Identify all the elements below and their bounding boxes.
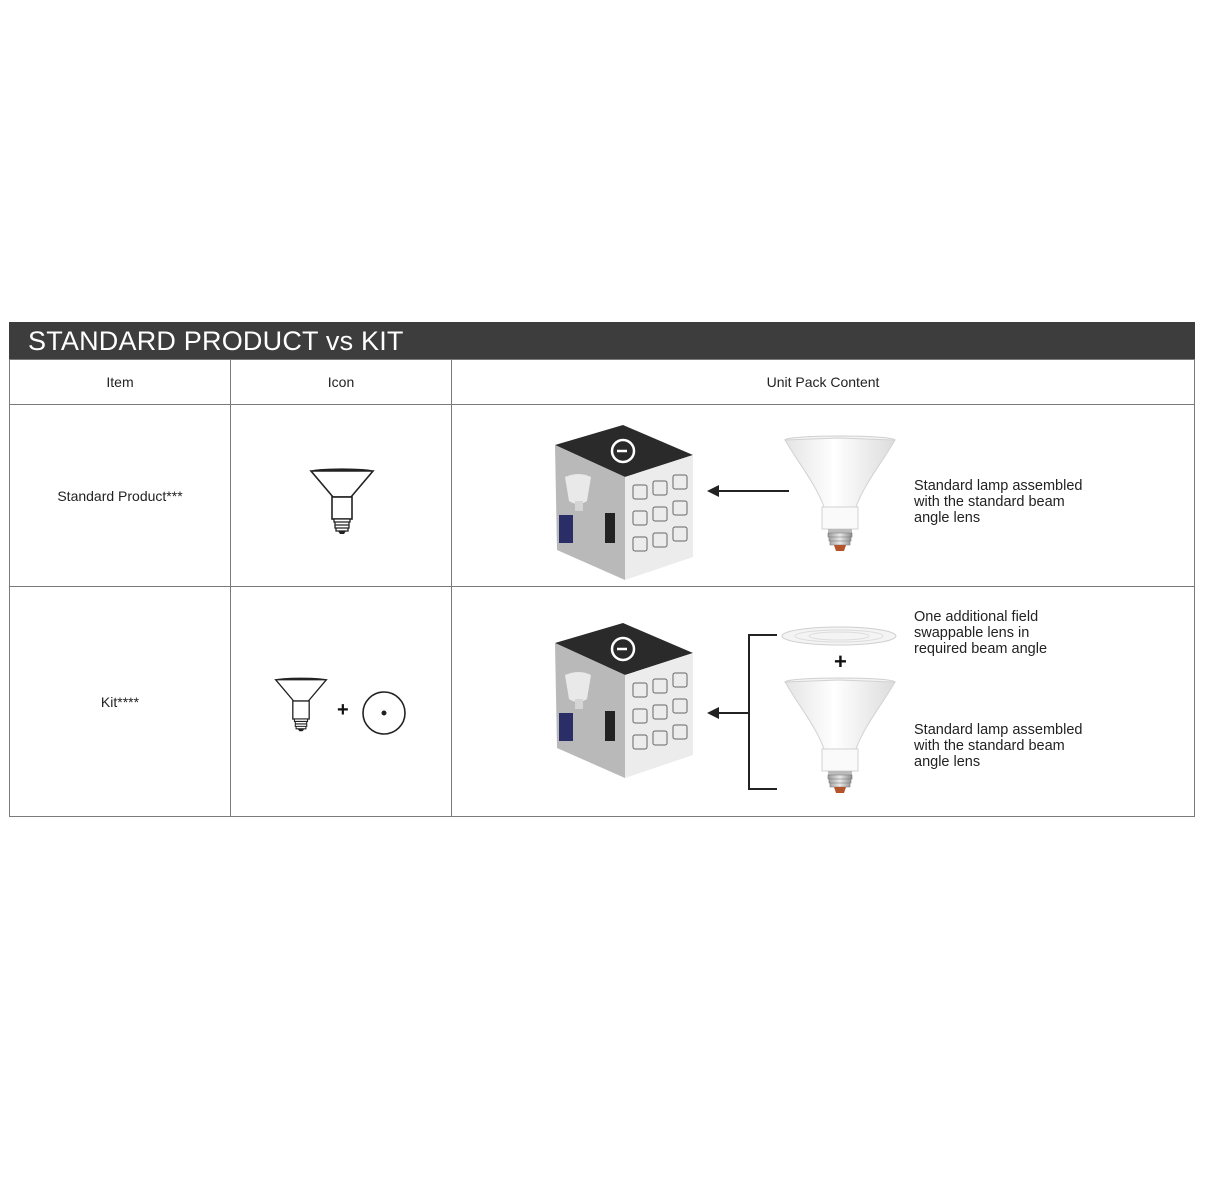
item-standard-product: Standard Product*** [10,405,231,587]
grouping-bracket [746,633,780,793]
par-lamp-icon [274,675,328,745]
lamp-photo-icon [784,435,896,555]
table-header-row [10,360,1195,405]
column-header-icon: Icon [231,360,452,405]
page-title: STANDARD PRODUCT vs KIT [9,322,1195,359]
lens-disc-icon [361,690,407,736]
plus-icon: + [337,699,349,721]
arrow-left-icon [707,706,749,720]
lens-photo-icon [780,623,898,649]
lamp-caption: Standard lamp assembled with the standard beam angle lens [914,722,1083,770]
column-header-item: Item [10,360,231,405]
box-package-icon [555,623,695,778]
table-row [10,405,1195,587]
column-header-content: Unit Pack Content [452,360,1195,405]
content-cell-kit [452,587,1195,817]
standard-caption: Standard lamp assembled with the standard beam angle lens [914,478,1083,526]
box-package-icon [555,425,695,580]
lamp-photo-icon [784,677,896,797]
comparison-table [9,359,1195,817]
icon-cell-standard [231,405,452,587]
lens-caption: One additional field swappable lens in required beam angle [914,609,1048,657]
content-cell-standard [452,405,1195,587]
table-row [10,587,1195,817]
item-kit: Kit**** [10,587,231,817]
comparison-sheet [9,322,1195,817]
par-lamp-icon [309,467,375,549]
icon-cell-kit [231,587,452,817]
arrow-left-icon [707,484,791,498]
plus-icon: + [834,649,847,674]
